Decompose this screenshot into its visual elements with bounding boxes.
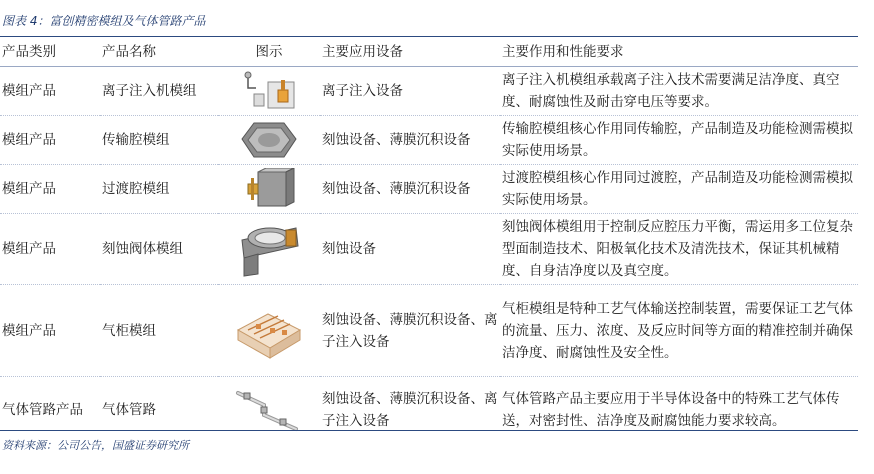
header-image: 图示 [218,38,320,67]
cell-equipment: 刻蚀设备、薄膜沉积设备、离子注入设备 [322,390,498,429]
cell-name: 刻蚀阀体模组 [100,214,218,285]
table-row [0,165,858,214]
table-row [0,285,858,377]
cell-image [218,285,320,377]
product-table [0,38,858,443]
cell-category: 模组产品 [0,67,100,116]
cell-name: 气柜模组 [100,285,218,377]
cell-function: 气体管路产品主要应用于半导体设备中的特殊工艺气体传送，对密封性、洁净度及耐腐蚀能力要求较高。 [502,390,840,429]
gas-pipeline-icon [234,385,304,435]
table-row [0,214,858,285]
etch-valve-icon [236,220,302,278]
cell-category: 模组产品 [0,165,100,214]
cell-function: 离子注入机模组承载离子注入技术需要满足洁净度、真空度、耐腐蚀性及耐击穿电压等要求。 [500,67,858,116]
header-name: 产品名称 [100,38,218,67]
cell-name: 过渡腔模组 [100,165,218,214]
table-row [0,116,858,165]
table-row [0,67,858,116]
cell-category: 气体管路产品 [2,401,83,418]
cell-category: 模组产品 [0,214,100,285]
transfer-chamber-icon [238,119,300,161]
cell-equipment: 刻蚀设备 [320,214,500,285]
cell-image [218,116,320,165]
cell-name: 传输腔模组 [100,116,218,165]
header-equipment: 主要应用设备 [320,38,500,67]
cell-function: 刻蚀阀体模组用于控制反应腔压力平衡，需运用多工位复杂型面制造技术、阳极氧化技术及清洗技术，保证其机械精度、自身洁净度以及真空度。 [500,214,858,285]
ion-implanter-module-icon [238,70,300,112]
cell-equipment: 刻蚀设备、薄膜沉积设备、离子注入设备 [320,285,500,377]
header-category: 产品类别 [0,38,100,67]
cell-function: 气柜模组是特种工艺气体输送控制装置，需要保证工艺气体的流量、压力、浓度、及反应时间等方面的精准控制并确保洁净度、耐腐蚀性及安全性。 [500,285,858,377]
cell-function: 过渡腔模组核心作用同过渡腔，产品制造及功能检测需模拟实际使用场景。 [500,165,858,214]
cell-equipment: 刻蚀设备、薄膜沉积设备 [320,116,500,165]
table-header-row [0,38,858,67]
cell-function: 传输腔模组核心作用同传输腔，产品制造及功能检测需模拟实际使用场景。 [500,116,858,165]
cell-name: 离子注入机模组 [100,67,218,116]
cell-name: 气体管路 [102,401,156,418]
cell-image [218,67,320,116]
cell-equipment: 离子注入设备 [320,67,500,116]
gas-cabinet-icon [234,300,304,362]
cell-image [218,165,320,214]
cell-category: 模组产品 [0,116,100,165]
table-bottom-rule [0,430,858,431]
table-row [0,377,858,443]
source-note: 资料来源：公司公告，国盛证券研究所 [2,439,189,452]
figure-caption: 图表 4：富创精密模组及气体管路产品 [2,14,206,28]
cell-image [218,377,320,443]
cell-category: 模组产品 [0,285,100,377]
table-top-rule [0,36,858,37]
transition-chamber-icon [238,168,300,210]
cell-image [218,214,320,285]
cell-equipment: 刻蚀设备、薄膜沉积设备 [320,165,500,214]
header-function: 主要作用和性能要求 [500,38,858,67]
